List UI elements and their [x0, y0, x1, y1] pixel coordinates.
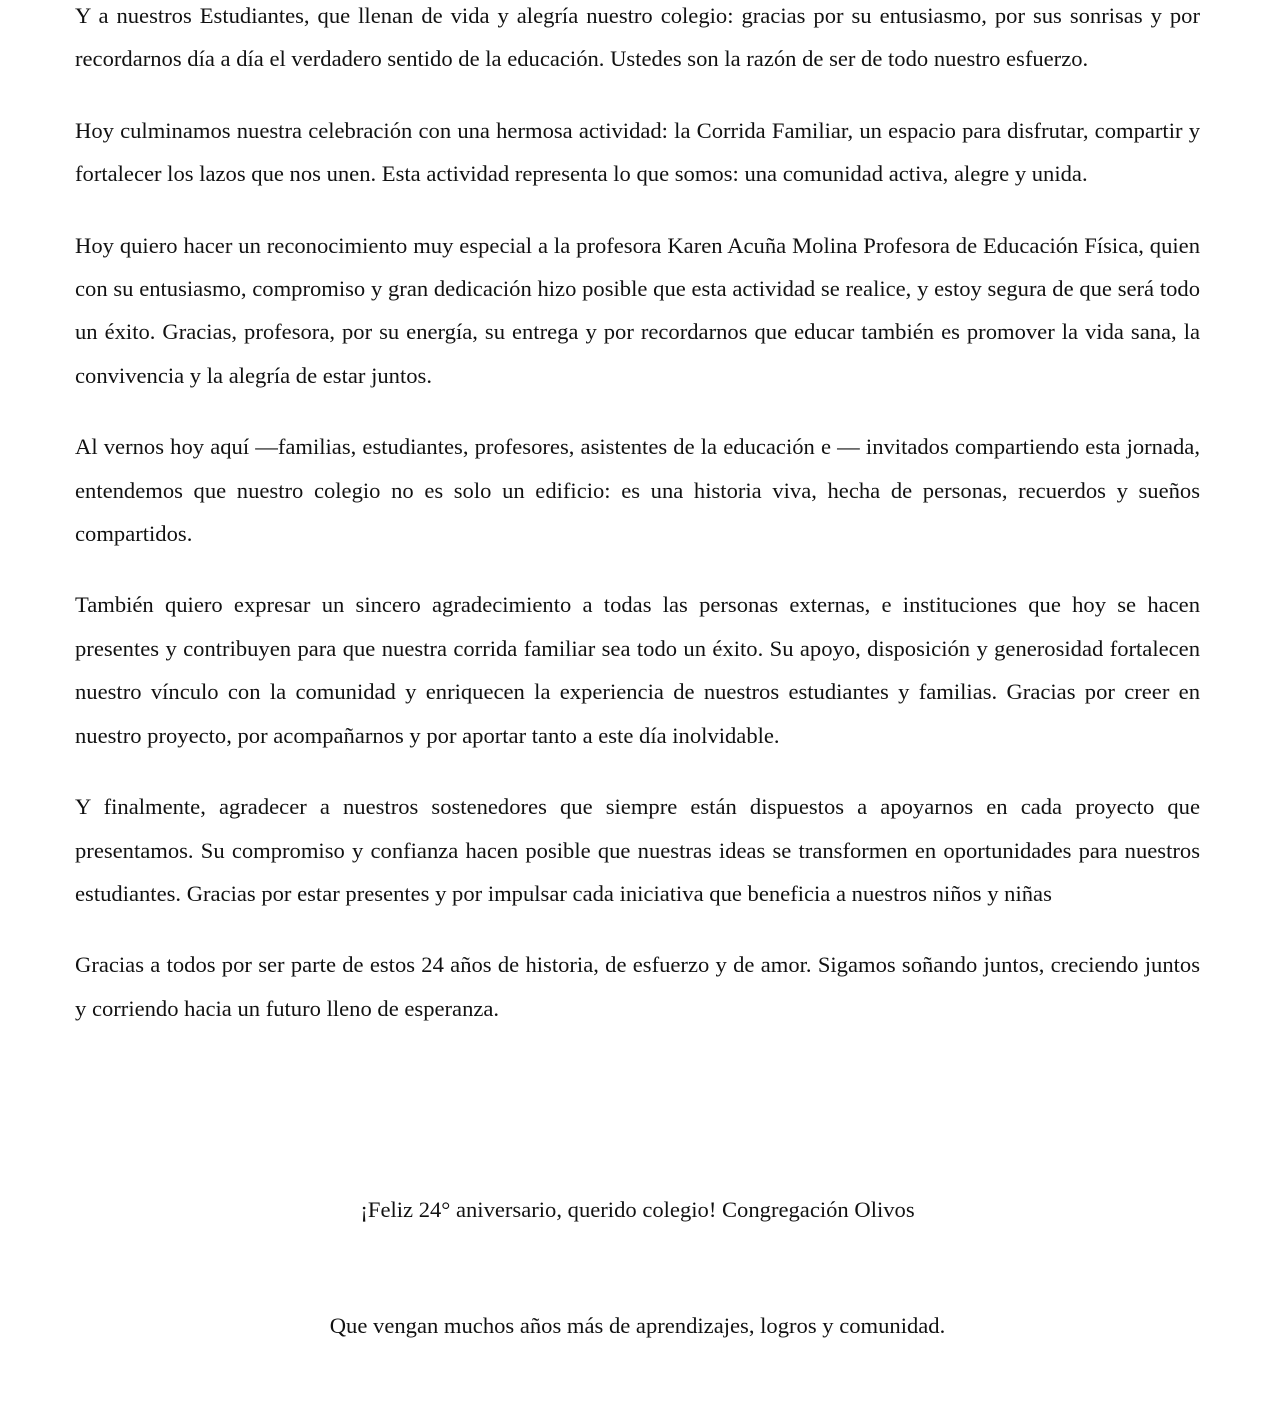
paragraph-24-years: Gracias a todos por ser parte de estos 24 años de historia, de esfuerzo y de amor. Sigamos soñando juntos, creciendo juntos y corriendo hacia un futuro lleno de esperanza.: [75, 952, 1200, 1021]
document-body: [75, 0, 1200, 1052]
paragraph-external-thanks: También quiero expresar un sincero agradecimiento a todas las personas externas, e instituciones que hoy se hacen presentes y contribuyen para que nuestra corrida familiar sea todo un éxito. Su apoyo, disposición y generosidad fortalecen nuestro vínculo con la comunidad y enriquecen la experiencia de nuestros estudiantes y familias. Gracias por creer en nuestro proyecto, por acompañarnos y por aportar tanto a este día inolvidable.: [75, 592, 1200, 748]
paragraph-sostenedores-thanks: Y finalmente, agradecer a nuestros sostenedores que siempre están dispuestos a apoyarnos en cada proyecto que presentamos. Su compromiso y confianza hacen posible que nuestras ideas se transformen en oportunidades para nuestros estudiantes. Gracias por estar presentes y por impulsar cada iniciativa que beneficia a nuestros niños y niñas: [75, 794, 1200, 906]
paragraph-community: Al vernos hoy aquí —familias, estudiantes, profesores, asistentes de la educación e — invitados compartiendo esta jornada, entendemos que nuestro colegio no es solo un edificio: es una historia viva, hecha de personas, recuerdos y sueños compartidos.: [75, 434, 1200, 547]
anniversary-greeting: ¡Feliz 24° aniversario, querido colegio! Congregación Olivos: [360, 1197, 915, 1222]
paragraph-corrida-familiar: Hoy culminamos nuestra celebración con una hermosa actividad: la Corrida Familiar, un espacio para disfrutar, compartir y fortalecer los lazos que nos unen. Esta actividad representa lo que somos: una comunidad activa, alegre y unida.: [75, 117, 1200, 187]
paragraph-teacher-recognition: Hoy quiero hacer un reconocimiento muy especial a la profesora Karen Acuña Molina Profesora de Educación Física, quien con su entusiasmo, compromiso y gran dedicación hizo posible que esta actividad se realice, y estoy segura de que será todo un éxito. Gracias, profesora, por su energía, su entrega y por recordarnos que educar también es promover la vida sana, la convivencia y la alegría de estar juntos.: [75, 232, 1200, 388]
closing-wish: Que vengan muchos años más de aprendizajes, logros y comunidad.: [329, 1313, 946, 1338]
paragraph-students-thanks: Y a nuestros Estudiantes, que llenan de vida y alegría nuestro colegio: gracias por su entusiasmo, por sus sonrisas y por recordarnos día a día el verdadero sentido de la educación. Ustedes son la razón de ser de todo nuestro esfuerzo.: [75, 3, 1200, 72]
